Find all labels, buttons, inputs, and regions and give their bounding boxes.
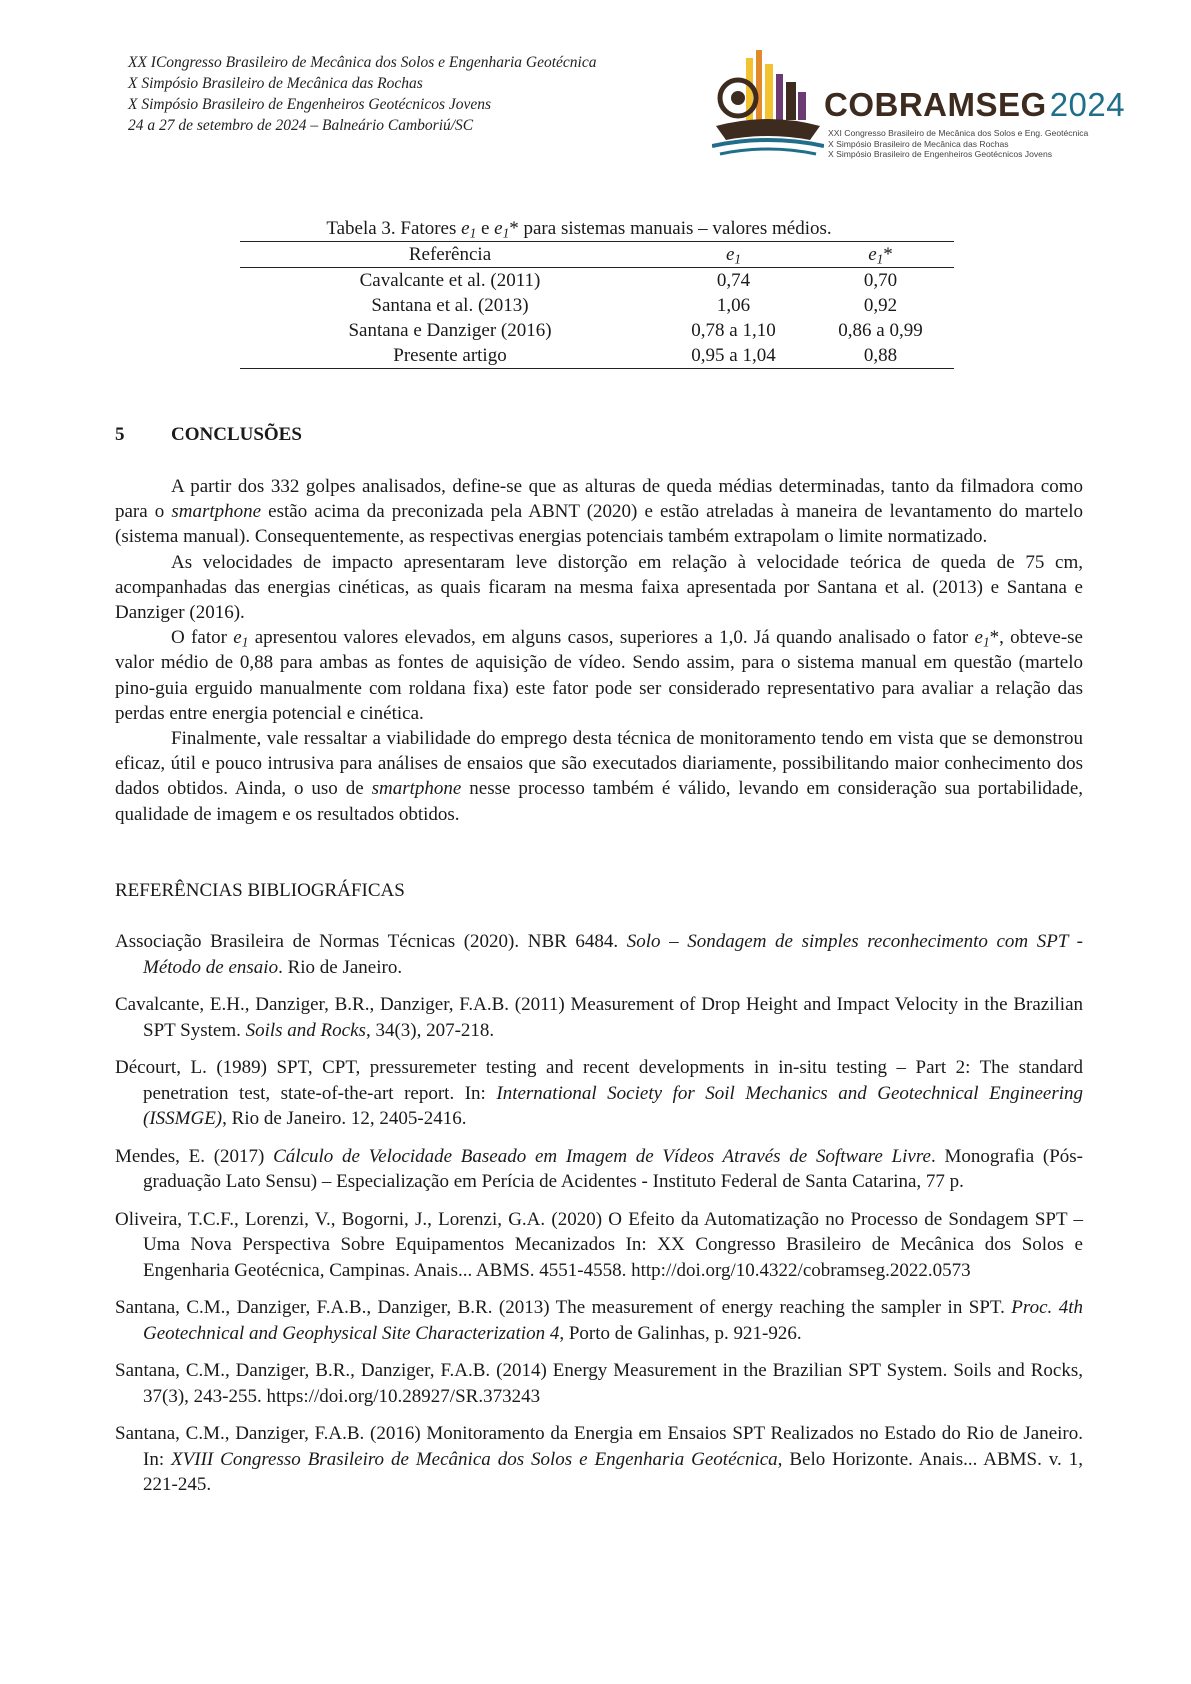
- reference-item: Santana, C.M., Danziger, F.A.B. (2016) Monitoramento da Energia em Ensaios SPT Realizados no Estado do Rio de Janeiro. In: XVIII Congresso Brasileiro de Mecânica dos Solos e Engenharia Geotécnica, Belo Horizonte. Anais... ABMS. v. 1, 221-245.: [115, 1423, 1083, 1495]
- table-3: [240, 217, 954, 369]
- cell-e1: 1,06: [716, 294, 751, 316]
- reference-item: Associação Brasileira de Normas Técnicas (2020). NBR 6484. Solo – Sondagem de simples reconhecimento com SPT - Método de ensaio. Rio de Janeiro.: [115, 931, 1084, 978]
- cell-reference: Cavalcante et al. (2011): [359, 269, 541, 291]
- reference-item: Décourt, L. (1989) SPT, CPT, pressuremeter testing and recent developments in in-situ testing – Part 2: The standard penetration test, state-of-the-art report. In: International Society for Soil Mechanics and Geotechnical Engineering (ISSMGE), Rio de Janeiro. 12, 2405-2416.: [115, 1057, 1083, 1129]
- logo-subtitle: XXI Congresso Brasileiro de Mecânica dos Solos e Eng. Geotécnica X Simpósio Brasileiro de Mecânica das Rochas X Simpósio Brasileiro de Engenheiros Geotécnicos Jovens: [828, 128, 1089, 159]
- section-number: 5: [115, 424, 125, 445]
- table-row: [240, 268, 954, 294]
- cell-e1-star: 0,86 a 0,99: [838, 319, 923, 341]
- header-line: 24 a 27 de setembro de 2024 – Balneário Camboriú/SC: [128, 117, 474, 134]
- cell-e1-star: 0,92: [863, 294, 898, 316]
- logo-emblem-icon: [712, 48, 824, 166]
- cobramseg-logo: [712, 48, 1132, 166]
- section-title: CONCLUSÕES: [171, 424, 302, 445]
- logo-wordmark: COBRAMSEG2024: [824, 86, 1126, 123]
- cell-e1: 0,95 a 1,04: [660, 343, 807, 369]
- reference-item: Santana, C.M., Danziger, F.A.B., Danziger, B.R. (2013) The measurement of energy reaching the sampler in SPT. Proc. 4th Geotechnical and Geophysical Site Characterization 4, Porto de Galinhas, p. 921-926.: [115, 1297, 1083, 1344]
- header-line: X Simpósio Brasileiro de Engenheiros Geotécnicos Jovens: [128, 96, 492, 113]
- table-row: [240, 318, 954, 343]
- cell-reference: Santana et al. (2013): [371, 294, 529, 316]
- table-row: [240, 293, 954, 318]
- header-line: XX ICongresso Brasileiro de Mecânica dos Solos e Engenharia Geotécnica: [128, 54, 597, 71]
- cell-e1-star: 0,88: [807, 343, 954, 369]
- logo-year: 2024: [1049, 86, 1126, 123]
- references-list: [115, 929, 1083, 1510]
- factors-table: [240, 241, 954, 369]
- paragraph: A partir dos 332 golpes analisados, define-se que as alturas de queda médias determinadas, tanto da filmadora como para o smartphone estão acima da preconizada pela ABNT (2020) e estão atreladas à maneira de levantamento do martelo (sistema manual). Consequentemente, as respectivas energias potenciais também extrapolam o limite normatizado.: [115, 476, 1083, 548]
- cell-reference: Santana e Danziger (2016): [348, 319, 552, 341]
- table-row: [240, 343, 954, 369]
- cell-reference: Presente artigo: [240, 343, 660, 369]
- reference-item: Santana, C.M., Danziger, B.R., Danziger, F.A.B. (2014) Energy Measurement in the Brazilian SPT System. Soils and Rocks, 37(3), 243-255. https://doi.org/10.28927/SR.373243: [115, 1360, 1083, 1407]
- header-line: X Simpósio Brasileiro de Mecânica das Rochas: [128, 75, 423, 92]
- conclusions-body: [115, 474, 1083, 827]
- reference-item: Cavalcante, E.H., Danziger, B.R., Danziger, F.A.B. (2011) Measurement of Drop Height and Impact Velocity in the Brazilian SPT System. Soils and Rocks, 34(3), 207-218.: [115, 994, 1083, 1041]
- running-header: [128, 52, 597, 136]
- reference-item: Mendes, E. (2017) Cálculo de Velocidade Baseado em Imagem de Vídeos Através de Software Livre. Monografia (Pós-graduação Lato Sensu) – Especialização em Perícia de Acidentes - Instituto Federal de Santa Catarina, 77 p.: [115, 1145, 1083, 1192]
- paragraph: O fator $e_1$ apresentou valores elevados, em alguns casos, superiores a 1,0. Já quando analisado o fator $e_1*$, obteve-se valor médio de 0,88 para ambas as fontes de aquisição de vídeo. Sendo assim, para o sistema manual em questão (martelo pino-guia erguido manualmente com roldana fixa) este fator pode ser considerado representativo para avaliar a relação das perdas entre energia potencial e cinética.: [115, 627, 1083, 724]
- section-heading: [115, 424, 302, 446]
- column-header-reference: Referência: [240, 242, 660, 268]
- cell-e1: 0,74: [716, 269, 751, 291]
- cell-e1-star: 0,70: [863, 269, 898, 291]
- column-header-e1-star: $e_1*$: [807, 242, 954, 268]
- paragraph: Finalmente, vale ressaltar a viabilidade do emprego desta técnica de monitoramento tendo em vista que se demonstrou eficaz, útil e pouco intrusiva para análises de ensaios que são executados diariamente, possibilitando maior conhecimento dos dados obtidos. Ainda, o uso de smartphone nesse processo também é válido, levando em consideração sua portabilidade, qualidade de imagem e os resultados obtidos.: [115, 728, 1083, 825]
- references-heading: REFERÊNCIAS BIBLIOGRÁFICAS: [115, 880, 405, 901]
- reference-item: Oliveira, T.C.F., Lorenzi, V., Bogorni, J., Lorenzi, G.A. (2020) O Efeito da Automatização no Processo de Sondagem SPT – Uma Nova Perspectiva Sobre Equipamentos Mecanizados In: XX Congresso Brasileiro de Mecânica dos Solos e Engenharia Geotécnica, Campinas. Anais... ABMS. 4551-4558. http://doi.org/10.4322/cobramseg.2022.0573: [115, 1208, 1083, 1281]
- column-header-e1: $e_1$: [660, 242, 807, 268]
- paragraph: As velocidades de impacto apresentaram leve distorção em relação à velocidade teórica de queda de 75 cm, acompanhadas das energias cinéticas, as quais ficaram na mesma faixa apresentada por Santana et al. (2013) e Santana e Danziger (2016).: [115, 551, 1083, 624]
- table-caption: Tabela 3. Fatores $e_1$ e $e_1*$ para sistemas manuais – valores médios.: [326, 218, 832, 241]
- cell-e1: 0,78 a 1,10: [691, 319, 776, 341]
